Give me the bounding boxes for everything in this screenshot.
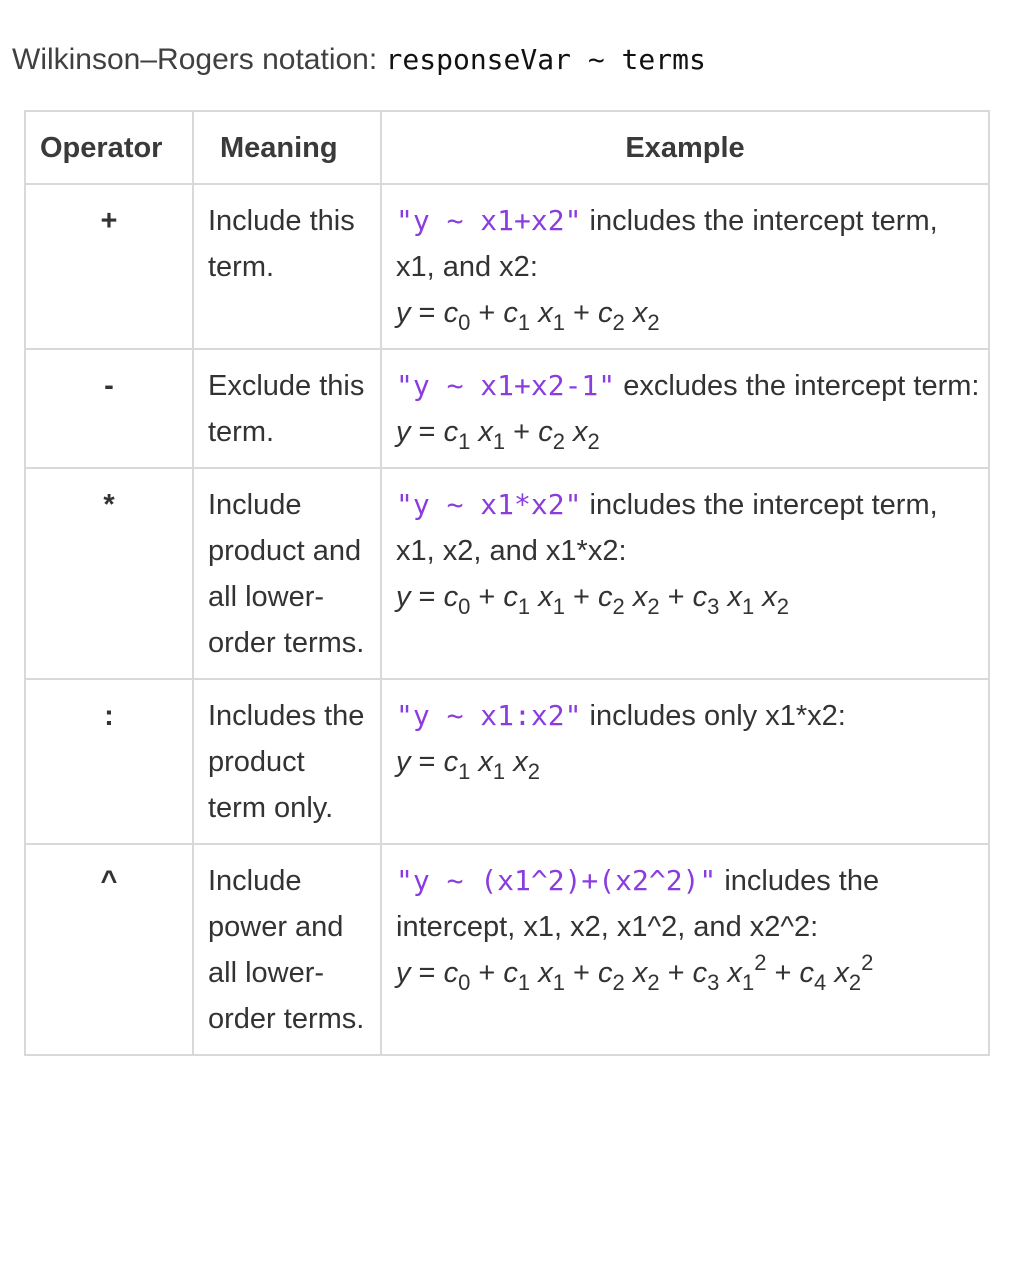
operator-cell: * bbox=[25, 468, 193, 679]
table-row bbox=[25, 679, 989, 844]
operator-cell: ^ bbox=[25, 844, 193, 1055]
example-equation: $y = c_1$ $x_1$ $x_2$ bbox=[396, 746, 540, 784]
intro-label: Wilkinson–Rogers notation: bbox=[12, 43, 378, 76]
example-equation: $y = c_0 + c_1$ $x_1 + c_2$ $x_2 + c_3$ $x_1$ $x_2$ bbox=[396, 581, 789, 619]
table-body bbox=[25, 184, 989, 1055]
meaning-cell: Include power and all lower-order terms. bbox=[193, 844, 381, 1055]
operators-table bbox=[24, 110, 990, 1056]
table-row bbox=[25, 844, 989, 1055]
example-description: includes only x1*x2: bbox=[581, 700, 846, 732]
header-operator: Operator bbox=[25, 111, 193, 184]
meaning-cell: Exclude this term. bbox=[193, 349, 381, 468]
table-row bbox=[25, 184, 989, 349]
table-row bbox=[25, 468, 989, 679]
example-formula: "y ~ x1+x2" bbox=[396, 204, 582, 237]
example-equation: $y = c_0 + c_1$ $x_1 + c_2$ $x_2 + c_3$ $x_1^2 + c_4$ $x_2^2$ bbox=[396, 950, 874, 995]
intro-code: responseVar ~ terms bbox=[385, 43, 706, 76]
example-formula: "y ~ x1:x2" bbox=[396, 699, 582, 732]
table-header bbox=[25, 111, 989, 184]
meaning-cell: Include product and all lower-order terms. bbox=[193, 468, 381, 679]
meaning-cell: Includes the product term only. bbox=[193, 679, 381, 844]
example-cell bbox=[381, 844, 989, 1055]
example-cell bbox=[381, 184, 989, 349]
operator-cell: - bbox=[25, 349, 193, 468]
example-description: excludes the intercept term: bbox=[615, 370, 980, 402]
example-cell bbox=[381, 679, 989, 844]
example-cell bbox=[381, 349, 989, 468]
operator-cell: : bbox=[25, 679, 193, 844]
example-description: includes the intercept, x1, x2, x1^2, and x2^2: bbox=[396, 865, 880, 943]
example-formula: "y ~ x1+x2-1" bbox=[396, 369, 616, 402]
example-description: includes the intercept term, x1, x2, and x1*x2: bbox=[396, 489, 938, 567]
example-description: includes the intercept term, x1, and x2: bbox=[396, 205, 938, 283]
header-example: Example bbox=[381, 111, 989, 184]
operator-cell: + bbox=[25, 184, 193, 349]
example-formula: "y ~ (x1^2)+(x2^2)" bbox=[396, 864, 717, 897]
header-row bbox=[25, 111, 989, 184]
example-equation: $y = c_0 + c_1$ $x_1 + c_2$ $x_2$ bbox=[396, 297, 660, 335]
table-row bbox=[25, 349, 989, 468]
example-cell bbox=[381, 468, 989, 679]
header-meaning: Meaning bbox=[193, 111, 381, 184]
meaning-cell: Include this term. bbox=[193, 184, 381, 349]
example-equation: $y = c_1$ $x_1 + c_2$ $x_2$ bbox=[396, 416, 600, 454]
intro-line bbox=[12, 40, 706, 80]
example-formula: "y ~ x1*x2" bbox=[396, 488, 582, 521]
